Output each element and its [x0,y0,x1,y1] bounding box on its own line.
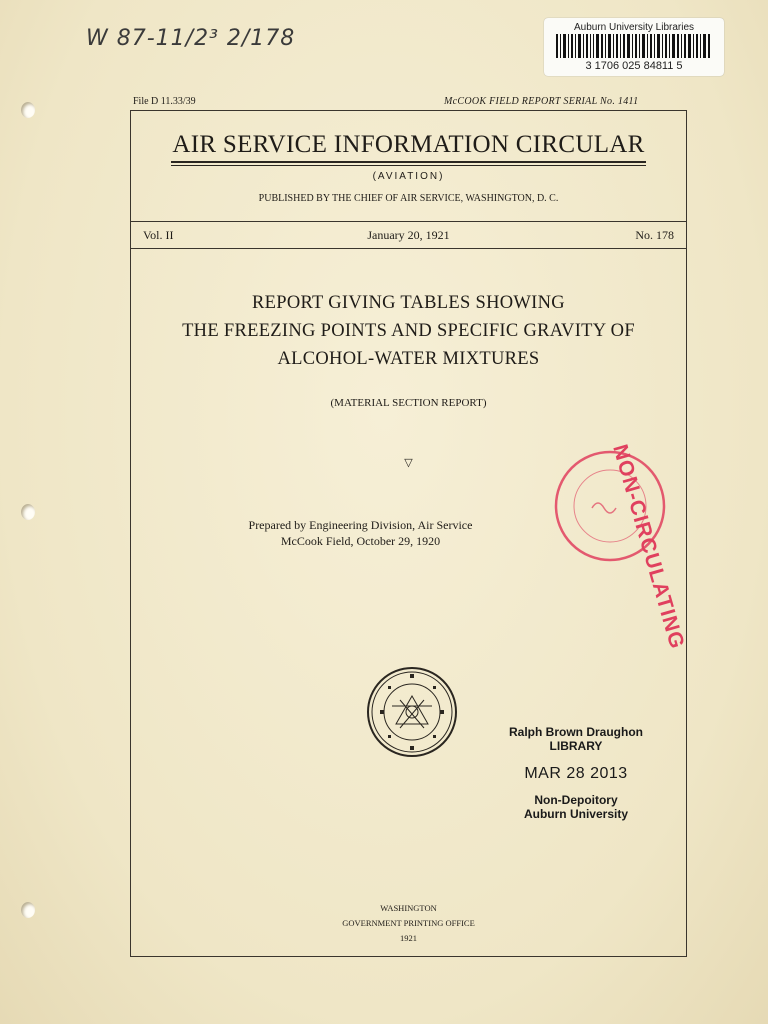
report-title-line: THE FREEZING POINTS AND SPECIFIC GRAVITY OF [182,321,635,341]
imprint-line: WASHINGTON [380,903,437,913]
library-name-line: Ralph Brown Draughon [509,725,643,739]
issue-info-band [131,221,686,249]
punch-hole [21,102,35,118]
printer-imprint [131,901,686,946]
received-date: MAR 28 2013 [524,765,628,782]
volume-label: Vol. II [143,228,174,242]
issue-number: No. 178 [635,228,674,242]
non-circulating-stamp: NON-CIRCULATING [608,441,689,652]
barcode-icon [556,34,712,58]
title-rule [171,165,646,166]
prepared-line: McCook Field, October 29, 1920 [280,534,441,548]
section-label: (MATERIAL SECTION REPORT) [330,397,487,409]
library-name-line: LIBRARY [549,739,603,753]
handwritten-call-number: W 87-11/2³ 2/178 [86,26,296,51]
imprint-line: 1921 [400,933,417,943]
library-stamp [501,725,651,821]
issue-date: January 20, 1921 [367,228,450,242]
barcode-library-name: Auburn University Libraries [573,22,695,33]
publisher-line: PUBLISHED BY THE CHIEF OF AIR SERVICE, WASHINGTON, D. C. [258,193,559,204]
file-reference: File D 11.33/39 [133,96,196,107]
punch-hole [21,902,35,918]
report-title [131,289,686,373]
report-title-line: ALCOHOL-WATER MIXTURES [277,349,540,369]
report-title-line: REPORT GIVING TABLES SHOWING [252,293,565,313]
barcode-label [544,18,724,76]
punch-hole [21,504,35,520]
report-serial: McCOOK FIELD REPORT SERIAL No. 1411 [444,96,639,107]
triangle-symbol: ▽ [404,456,413,469]
barcode-number: 3 1706 025 84811 5 [585,60,683,72]
depository-status: Non-Depoitory [534,793,618,807]
prepared-line: Prepared by Engineering Division, Air Service [248,518,473,532]
imprint-line: GOVERNMENT PRINTING OFFICE [342,918,475,928]
circular-subtitle: (AVIATION) [372,171,445,182]
title-rule [171,161,646,163]
war-department-seal-icon [366,666,458,758]
circular-title: AIR SERVICE INFORMATION CIRCULAR [172,131,645,158]
depository-institution: Auburn University [523,807,628,821]
